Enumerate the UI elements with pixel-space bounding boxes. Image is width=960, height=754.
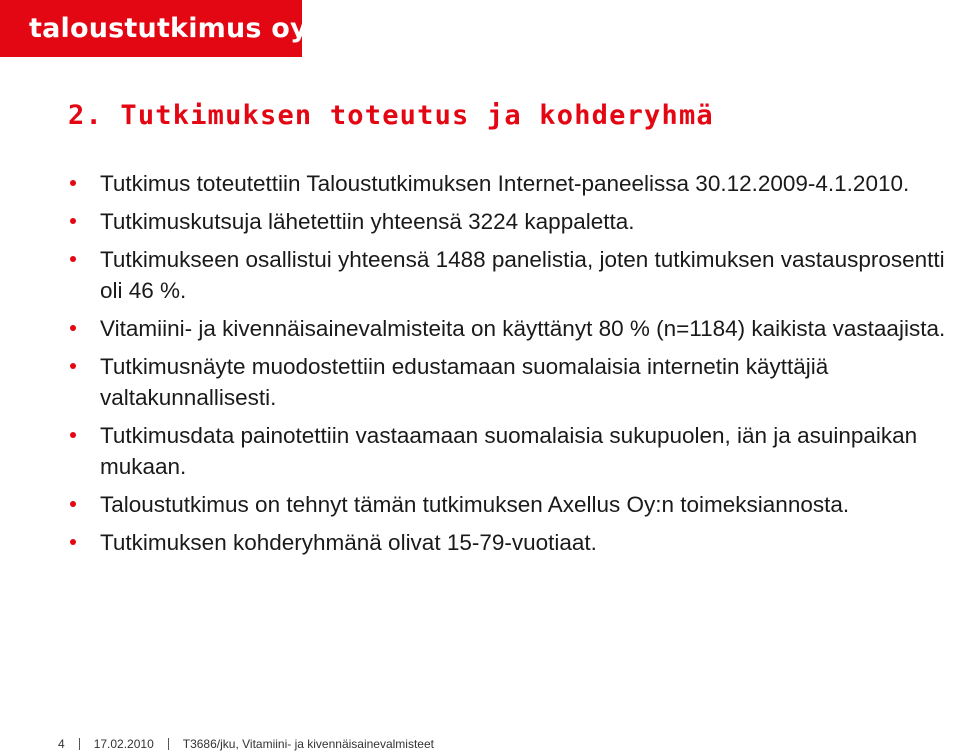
bullet-text: Tutkimukseen osallistui yhteensä 1488 panelistia, joten tutkimuksen vastausprosentti oli 46 %. [100,247,945,303]
company-logo [0,0,308,57]
bullet-item [68,313,953,344]
bullet-dot-icon [70,501,76,507]
bullet-list [68,168,953,565]
bullet-item [68,527,953,558]
footer-project: T3686/jku, Vitamiini- ja kivennäisainevalmisteet [182,737,434,751]
page-number: 4 [58,737,65,751]
footer-divider [168,738,169,750]
bullet-dot-icon [70,218,76,224]
bullet-text: Taloustutkimus on tehnyt tämän tutkimuksen Axellus Oy:n toimeksiannosta. [100,492,850,517]
bullet-dot-icon [70,432,76,438]
bullet-text: Tutkimuksen kohderyhmänä olivat 15-79-vuotiaat. [100,530,597,555]
bullet-item [68,351,953,413]
bullet-dot-icon [70,363,76,369]
bullet-item [68,489,953,520]
bullet-item [68,168,953,199]
bullet-dot-icon [70,539,76,545]
bullet-dot-icon [70,256,76,262]
bullet-item [68,420,953,482]
slide-footer [58,737,434,751]
logo-text: taloustutkimus oy [29,13,308,44]
bullet-text: Tutkimusdata painotettiin vastaamaan suomalaisia sukupuolen, iän ja asuinpaikan mukaan. [100,423,918,479]
bullet-dot-icon [70,180,76,186]
bullet-text: Tutkimus toteutettiin Taloustutkimuksen Internet-paneelissa 30.12.2009-4.1.2010. [100,171,910,196]
footer-divider [79,738,80,750]
bullet-item [68,206,953,237]
bullet-item [68,244,953,306]
bullet-text: Tutkimusnäyte muodostettiin edustamaan suomalaisia internetin käyttäjiä valtakunnallisesti. [100,354,829,410]
footer-date: 17.02.2010 [93,737,154,751]
bullet-dot-icon [70,325,76,331]
bullet-text: Vitamiini- ja kivennäisainevalmisteita on käyttänyt 80 % (n=1184) kaikista vastaajista. [100,316,946,341]
slide-title: 2. Tutkimuksen toteutus ja kohderyhmä [68,100,714,131]
bullet-text: Tutkimuskutsuja lähetettiin yhteensä 3224 kappaletta. [100,209,635,234]
